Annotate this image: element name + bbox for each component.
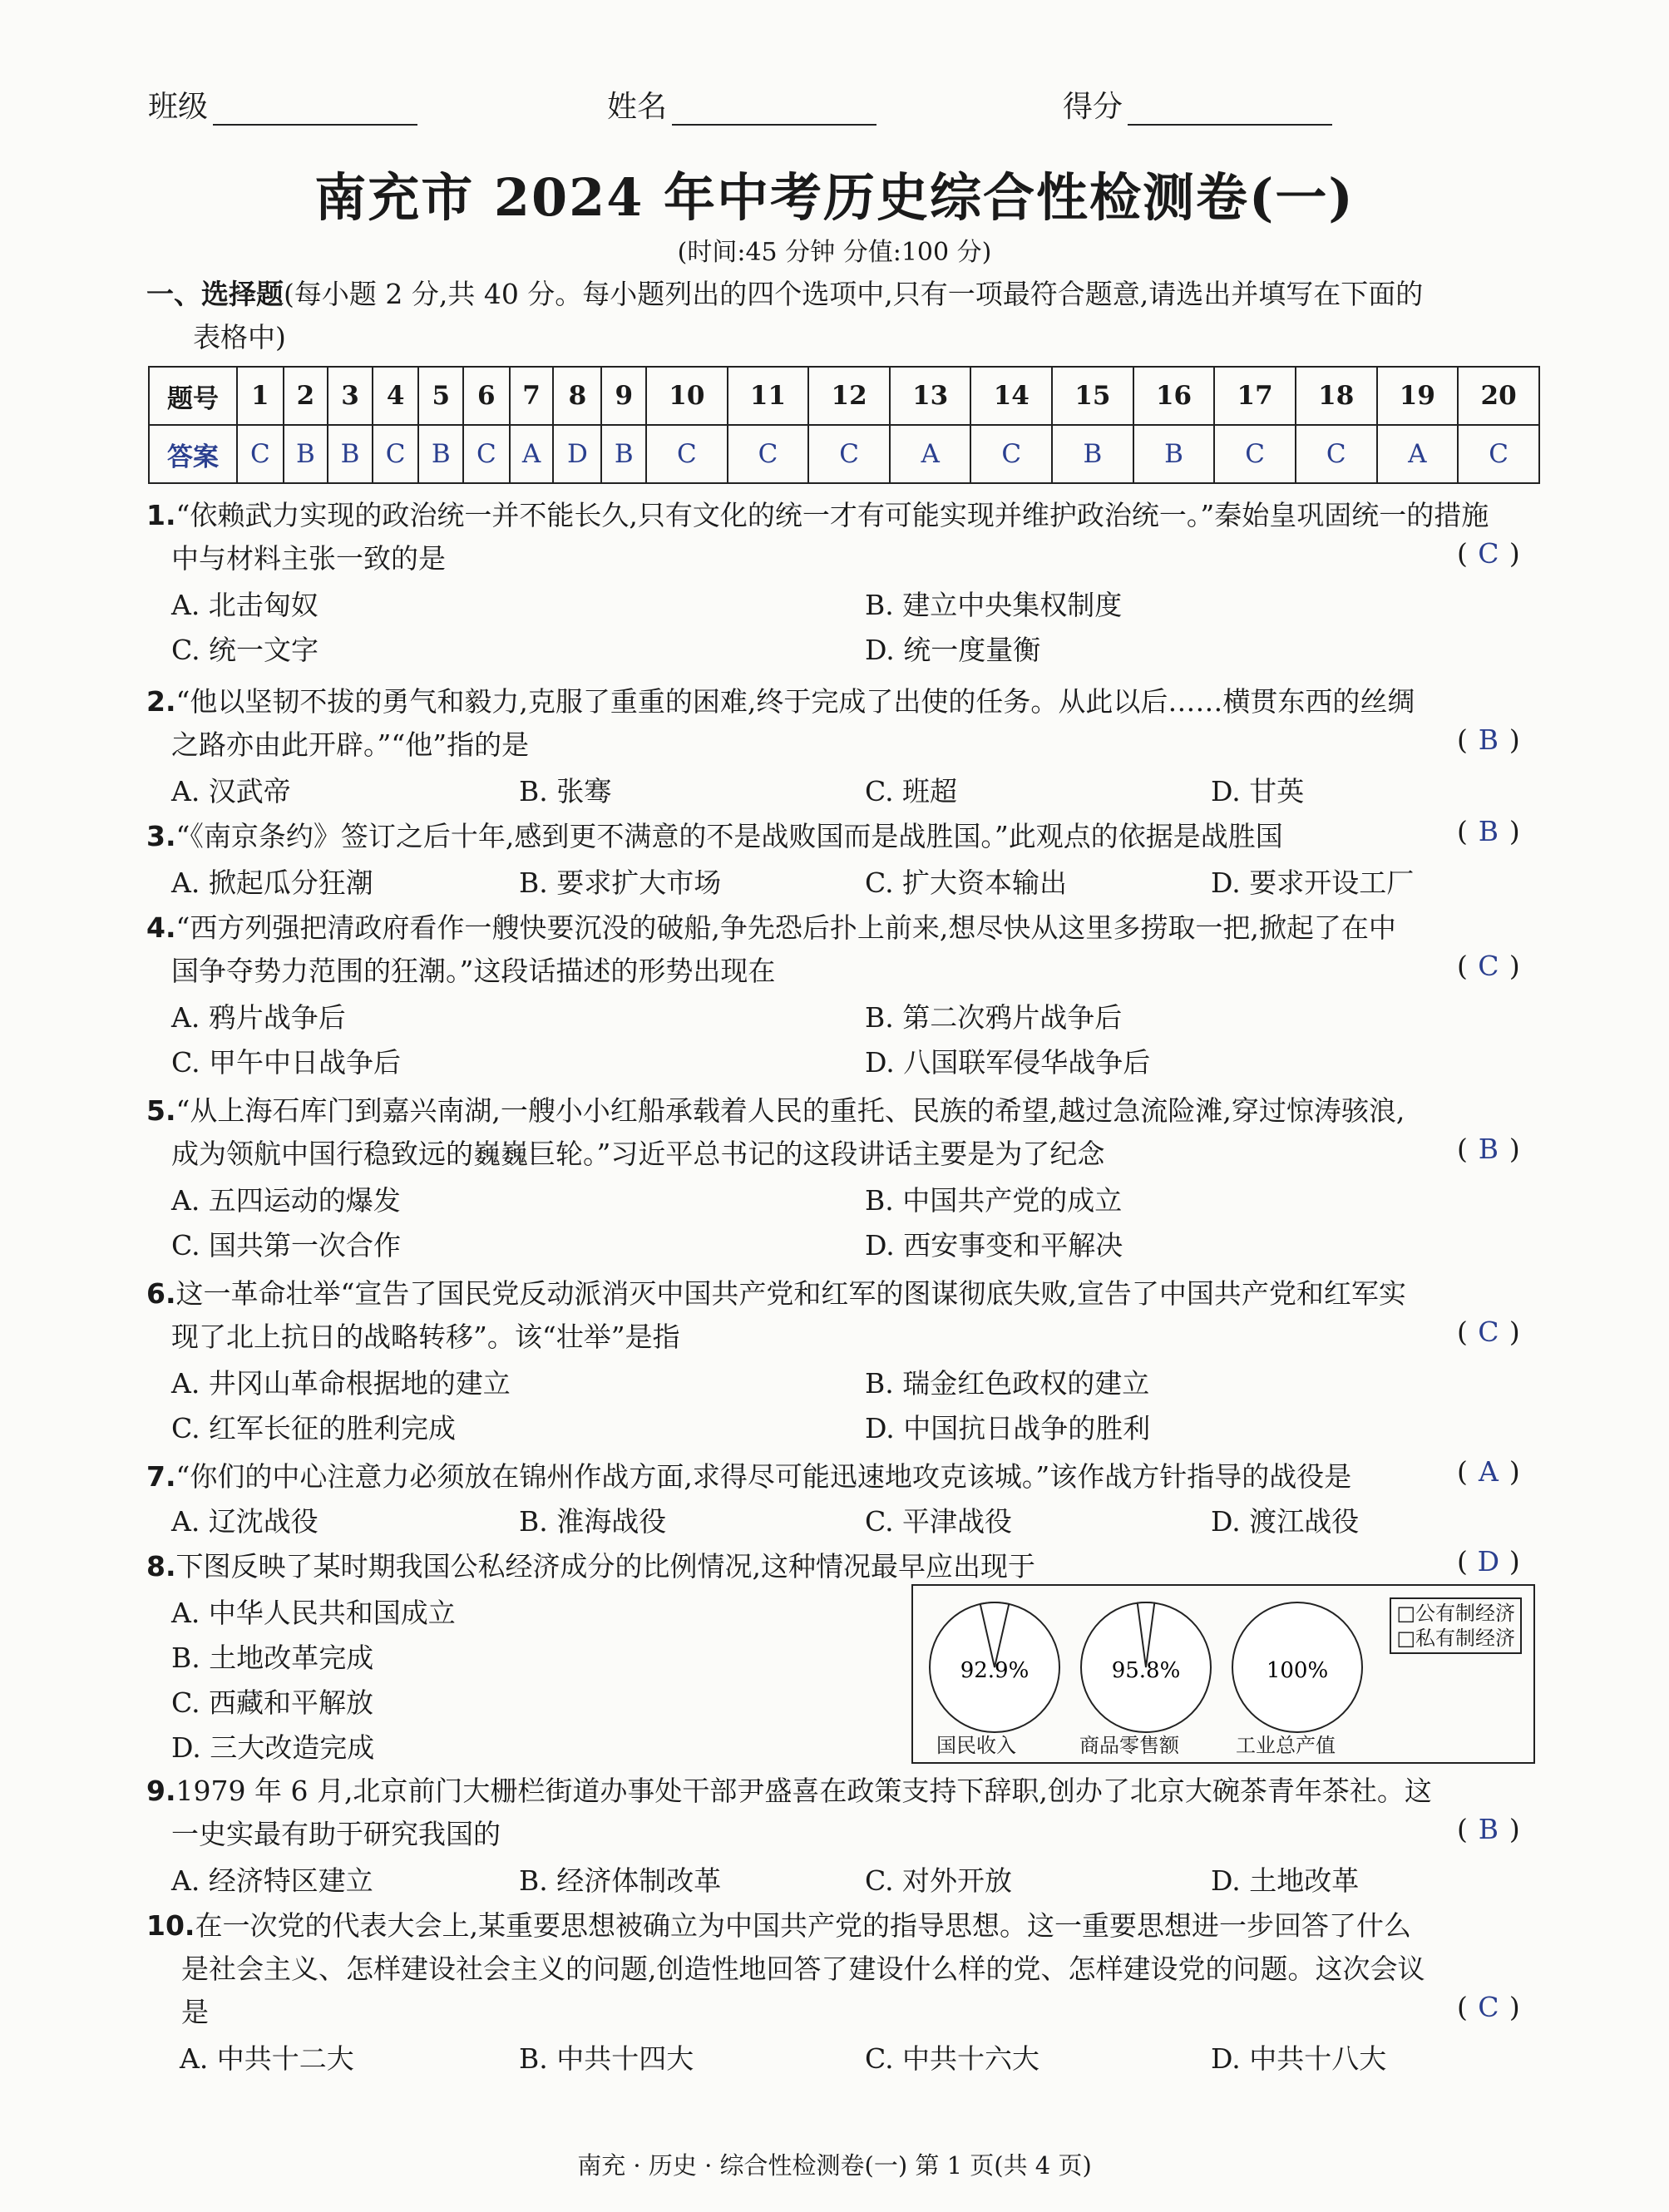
option-6c: C. 红军长征的胜利完成 bbox=[171, 1412, 457, 1444]
section-instruction-line1: (每小题 2 分,共 40 分。每小题列出的四个选项中,只有一项最符合题意,请选出并填写在下面的 bbox=[284, 278, 1424, 310]
pie-value-label: 100% bbox=[1266, 1658, 1329, 1683]
option-9a: A. 经济特区建立 bbox=[171, 1864, 373, 1897]
page-footer: 南充 · 历史 · 综合性检测卷(一) 第 1 页(共 4 页) bbox=[577, 2151, 1092, 2180]
question-stem: “他以坚韧不拔的勇气和毅力,克服了重重的困难,终于完成了出使的任务。从此以后……横贯东西的丝绸 bbox=[175, 685, 1415, 718]
question-number-cell: 20 bbox=[1458, 367, 1539, 425]
option-1d: D. 统一度量衡 bbox=[865, 634, 1041, 666]
question-number-cell: 19 bbox=[1377, 367, 1459, 425]
question-number: 10. bbox=[146, 1909, 195, 1942]
option-9d: D. 土地改革 bbox=[1211, 1864, 1360, 1897]
pie-caption-1: 国民收入 bbox=[936, 1734, 1016, 1757]
question-number-cell: 5 bbox=[418, 367, 463, 425]
page-title: 南充市 2024 年中考历史综合性检测卷(一) bbox=[314, 167, 1355, 228]
answer-bracket-3: ( B ) bbox=[1457, 815, 1520, 847]
score-blank[interactable] bbox=[1128, 96, 1332, 126]
question-number-cell: 9 bbox=[601, 367, 646, 425]
option-4b: B. 第二次鸦片战争后 bbox=[865, 1001, 1123, 1034]
class-label: 班级 bbox=[148, 90, 209, 124]
pie-caption-3: 工业总产值 bbox=[1236, 1734, 1336, 1757]
option-5a: A. 五四运动的爆发 bbox=[171, 1184, 401, 1217]
question-stem: “从上海石库门到嘉兴南湖,一艘小小红船承载着人民的重托、民族的希望,越过急流险滩,穿过惊涛骇浪, bbox=[175, 1094, 1405, 1127]
question-number: 1. bbox=[146, 499, 176, 531]
answer-table-number-header: 题号 bbox=[149, 367, 237, 425]
question-number-cell: 18 bbox=[1296, 367, 1377, 425]
answer-bracket-6: ( C ) bbox=[1457, 1316, 1520, 1348]
question-stem-cont: 国争夺势力范围的狂潮。”这段话描述的形势出现在 bbox=[171, 955, 776, 987]
answer-cell[interactable]: C bbox=[728, 425, 809, 483]
option-3c: C. 扩大资本输出 bbox=[865, 867, 1068, 899]
option-4c: C. 甲午中日战争后 bbox=[171, 1046, 402, 1079]
option-2b: B. 张骞 bbox=[519, 775, 612, 807]
name-field[interactable] bbox=[607, 83, 876, 126]
answer-mark: B bbox=[1478, 815, 1499, 847]
option-5c: C. 国共第一次合作 bbox=[171, 1229, 402, 1262]
option-8d: D. 三大改造完成 bbox=[171, 1731, 375, 1764]
option-9c: C. 对外开放 bbox=[865, 1864, 1013, 1897]
question-stem: 下图反映了某时期我国公私经济成分的比例情况,这种情况最早应出现于 bbox=[175, 1550, 1035, 1582]
answer-mark: B bbox=[1478, 1133, 1499, 1165]
answer-table-number-row bbox=[149, 367, 1539, 425]
answer-cell[interactable]: B bbox=[1133, 425, 1215, 483]
question-number: 8. bbox=[146, 1550, 176, 1582]
option-4d: D. 八国联军侵华战争后 bbox=[865, 1046, 1151, 1079]
option-2c: C. 班超 bbox=[865, 775, 958, 807]
name-label: 姓名 bbox=[607, 90, 668, 124]
option-1a: A. 北击匈奴 bbox=[171, 589, 318, 621]
score-field[interactable] bbox=[1063, 83, 1332, 126]
legend-private: □私有制经济 bbox=[1396, 1627, 1515, 1650]
question-stem-cont: 是社会主义、怎样建设社会主义的问题,创造性地回答了建设什么样的党、怎样建设党的问题。这次会议 bbox=[181, 1953, 1425, 1985]
pie-caption-2: 商品零售额 bbox=[1079, 1734, 1179, 1757]
answer-bracket-7: ( A ) bbox=[1457, 1455, 1520, 1488]
option-5d: D. 西安事变和平解决 bbox=[865, 1229, 1123, 1262]
option-6a: A. 井冈山革命根据地的建立 bbox=[171, 1367, 511, 1400]
question-stem-cont2: 是 bbox=[181, 1996, 209, 2028]
question-number-cell: 1 bbox=[237, 367, 284, 425]
answer-bracket-1: ( C ) bbox=[1457, 537, 1520, 570]
option-8a: A. 中华人民共和国成立 bbox=[171, 1597, 456, 1629]
question-9 bbox=[146, 1770, 1543, 1856]
answer-mark: C bbox=[1478, 950, 1499, 982]
score-label: 得分 bbox=[1063, 90, 1123, 124]
question-stem-cont: 现了北上抗日的战略转移”。该“壮举”是指 bbox=[171, 1321, 680, 1353]
option-9b: B. 经济体制改革 bbox=[519, 1864, 722, 1897]
answer-cell[interactable]: D bbox=[553, 425, 601, 483]
answer-table-answer-row bbox=[149, 425, 1539, 483]
option-8b: B. 土地改革完成 bbox=[171, 1642, 374, 1674]
answer-table-answer-header: 答案 bbox=[149, 425, 237, 483]
answer-cell[interactable]: C bbox=[646, 425, 728, 483]
question-number-cell: 12 bbox=[808, 367, 890, 425]
option-7d: D. 渡江战役 bbox=[1211, 1505, 1360, 1538]
answer-cell[interactable]: B bbox=[601, 425, 646, 483]
question-number-cell: 2 bbox=[284, 367, 328, 425]
answer-mark: A bbox=[1478, 1455, 1499, 1488]
answer-bracket-9: ( B ) bbox=[1457, 1813, 1520, 1845]
question-number-cell: 14 bbox=[970, 367, 1052, 425]
answer-cell[interactable]: C bbox=[237, 425, 284, 483]
option-10c: C. 中共十六大 bbox=[865, 2042, 1040, 2075]
question-3 bbox=[146, 815, 1543, 858]
class-blank[interactable] bbox=[213, 96, 417, 126]
answer-mark: B bbox=[1478, 723, 1499, 756]
question-number-cell: 15 bbox=[1052, 367, 1133, 425]
question-number-cell: 3 bbox=[328, 367, 373, 425]
question-number-cell: 6 bbox=[463, 367, 510, 425]
question-number: 9. bbox=[146, 1775, 176, 1807]
answer-mark: C bbox=[1478, 537, 1499, 570]
question-number: 5. bbox=[146, 1094, 176, 1127]
question-6 bbox=[146, 1272, 1543, 1359]
answer-mark: D bbox=[1477, 1545, 1500, 1578]
question-number-cell: 13 bbox=[890, 367, 971, 425]
section-instruction-line2: 表格中) bbox=[193, 321, 286, 353]
answer-cell[interactable]: C bbox=[1296, 425, 1377, 483]
section-heading: 一、选择题 bbox=[146, 278, 284, 310]
question-stem: 这一革命壮举“宣告了国民党反动派消灭中国共产党和红军的图谋彻底失败,宣告了中国共产党和红军实 bbox=[175, 1277, 1406, 1310]
question-number-cell: 10 bbox=[646, 367, 728, 425]
question-number: 7. bbox=[146, 1460, 176, 1493]
question-number: 6. bbox=[146, 1277, 176, 1310]
option-10a: A. 中共十二大 bbox=[180, 2042, 354, 2075]
question-4 bbox=[146, 906, 1543, 993]
answer-cell[interactable]: C bbox=[808, 425, 890, 483]
answer-cell[interactable]: C bbox=[970, 425, 1052, 483]
legend-public: □公有制经济 bbox=[1396, 1602, 1515, 1625]
option-10d: D. 中共十八大 bbox=[1211, 2042, 1387, 2075]
question-stem-cont: 中与材料主张一致的是 bbox=[171, 542, 446, 575]
question-number: 3. bbox=[146, 820, 176, 852]
option-3b: B. 要求扩大市场 bbox=[519, 867, 722, 899]
question-5 bbox=[146, 1089, 1543, 1176]
answer-cell[interactable]: C bbox=[1214, 425, 1296, 483]
option-10b: B. 中共十四大 bbox=[519, 2042, 694, 2075]
option-7a: A. 辽沈战役 bbox=[171, 1505, 318, 1538]
pie-value-label: 95.8% bbox=[1111, 1658, 1181, 1683]
option-5b: B. 中国共产党的成立 bbox=[865, 1184, 1123, 1217]
option-1b: B. 建立中央集权制度 bbox=[865, 589, 1123, 621]
question-number-cell: 11 bbox=[728, 367, 809, 425]
option-6d: D. 中国抗日战争的胜利 bbox=[865, 1412, 1151, 1444]
answer-bracket-4: ( C ) bbox=[1457, 950, 1520, 982]
question-number-cell: 8 bbox=[553, 367, 601, 425]
question-stem-cont: 一史实最有助于研究我国的 bbox=[171, 1818, 501, 1850]
answer-mark: B bbox=[1478, 1813, 1499, 1845]
option-2d: D. 甘英 bbox=[1211, 775, 1305, 807]
option-3d: D. 要求开设工厂 bbox=[1211, 867, 1415, 899]
question-8 bbox=[146, 1545, 1543, 1588]
question-stem: “西方列强把清政府看作一艘快要沉没的破船,争先恐后扑上前来,想尽快从这里多捞取一把,掀起了在中 bbox=[175, 911, 1396, 944]
answer-table bbox=[148, 366, 1540, 484]
answer-bracket-8: ( D ) bbox=[1457, 1545, 1520, 1578]
answer-cell[interactable]: B bbox=[284, 425, 328, 483]
pie-value-label: 92.9% bbox=[960, 1658, 1030, 1683]
pie-chart-figure bbox=[911, 1584, 1535, 1764]
page-subtitle: (时间:45 分钟 分值:100 分) bbox=[677, 238, 992, 267]
answer-cell[interactable]: B bbox=[1052, 425, 1133, 483]
answer-cell[interactable]: C bbox=[373, 425, 419, 483]
option-1c: C. 统一文字 bbox=[171, 634, 319, 666]
question-number-cell: 16 bbox=[1133, 367, 1215, 425]
answer-bracket-2: ( B ) bbox=[1457, 723, 1520, 756]
question-stem-cont: 成为领航中国行稳致远的巍巍巨轮。”习近平总书记的这段讲话主要是为了纪念 bbox=[171, 1138, 1105, 1170]
question-stem: 1979 年 6 月,北京前门大栅栏街道办事处干部尹盛喜在政策支持下辞职,创办了北京大碗茶青年茶社。这 bbox=[175, 1775, 1432, 1807]
question-stem: “你们的中心注意力必须放在锦州作战方面,求得尽可能迅速地攻克该城。”该作战方针指导的战役是 bbox=[175, 1460, 1352, 1493]
section-instruction bbox=[146, 273, 1543, 359]
question-stem: “依赖武力实现的政治统一并不能长久,只有文化的统一才有可能实现并维护政治统一。”秦始皇巩固统一的措施 bbox=[175, 499, 1489, 531]
answer-mark: C bbox=[1478, 1316, 1499, 1348]
pie-legend bbox=[1390, 1597, 1522, 1654]
option-4a: A. 鸦片战争后 bbox=[171, 1001, 346, 1034]
answer-mark: C bbox=[1478, 1991, 1499, 2023]
option-8c: C. 西藏和平解放 bbox=[171, 1686, 374, 1719]
answer-cell[interactable]: C bbox=[463, 425, 510, 483]
option-7b: B. 淮海战役 bbox=[519, 1505, 667, 1538]
question-10 bbox=[146, 1904, 1543, 2034]
question-7 bbox=[146, 1455, 1543, 1499]
answer-cell[interactable]: C bbox=[1458, 425, 1539, 483]
answer-cell[interactable]: B bbox=[418, 425, 463, 483]
option-7c: C. 平津战役 bbox=[865, 1505, 1013, 1538]
answer-cell[interactable]: A bbox=[890, 425, 971, 483]
option-6b: B. 瑞金红色政权的建立 bbox=[865, 1367, 1150, 1400]
question-number-cell: 4 bbox=[373, 367, 419, 425]
answer-bracket-10: ( C ) bbox=[1457, 1991, 1520, 2023]
question-number: 2. bbox=[146, 685, 176, 718]
question-number: 4. bbox=[146, 911, 176, 944]
answer-cell[interactable]: B bbox=[328, 425, 373, 483]
name-blank[interactable] bbox=[672, 96, 876, 126]
question-stem: 在一次党的代表大会上,某重要思想被确立为中国共产党的指导思想。这一重要思想进一步回答了什么 bbox=[195, 1909, 1411, 1942]
class-field[interactable] bbox=[148, 83, 417, 126]
option-2a: A. 汉武帝 bbox=[171, 775, 291, 807]
question-number-cell: 7 bbox=[510, 367, 554, 425]
question-1 bbox=[146, 494, 1543, 580]
answer-cell[interactable]: A bbox=[1377, 425, 1459, 483]
answer-bracket-5: ( B ) bbox=[1457, 1133, 1520, 1165]
question-stem: “《南京条约》签订之后十年,感到更不满意的不是战败国而是战胜国。”此观点的依据是战胜国 bbox=[175, 820, 1283, 852]
question-number-cell: 17 bbox=[1214, 367, 1296, 425]
question-stem-cont: 之路亦由此开辟。”“他”指的是 bbox=[171, 728, 530, 761]
question-2 bbox=[146, 680, 1543, 767]
option-3a: A. 掀起瓜分狂潮 bbox=[171, 867, 373, 899]
answer-cell[interactable]: A bbox=[510, 425, 554, 483]
